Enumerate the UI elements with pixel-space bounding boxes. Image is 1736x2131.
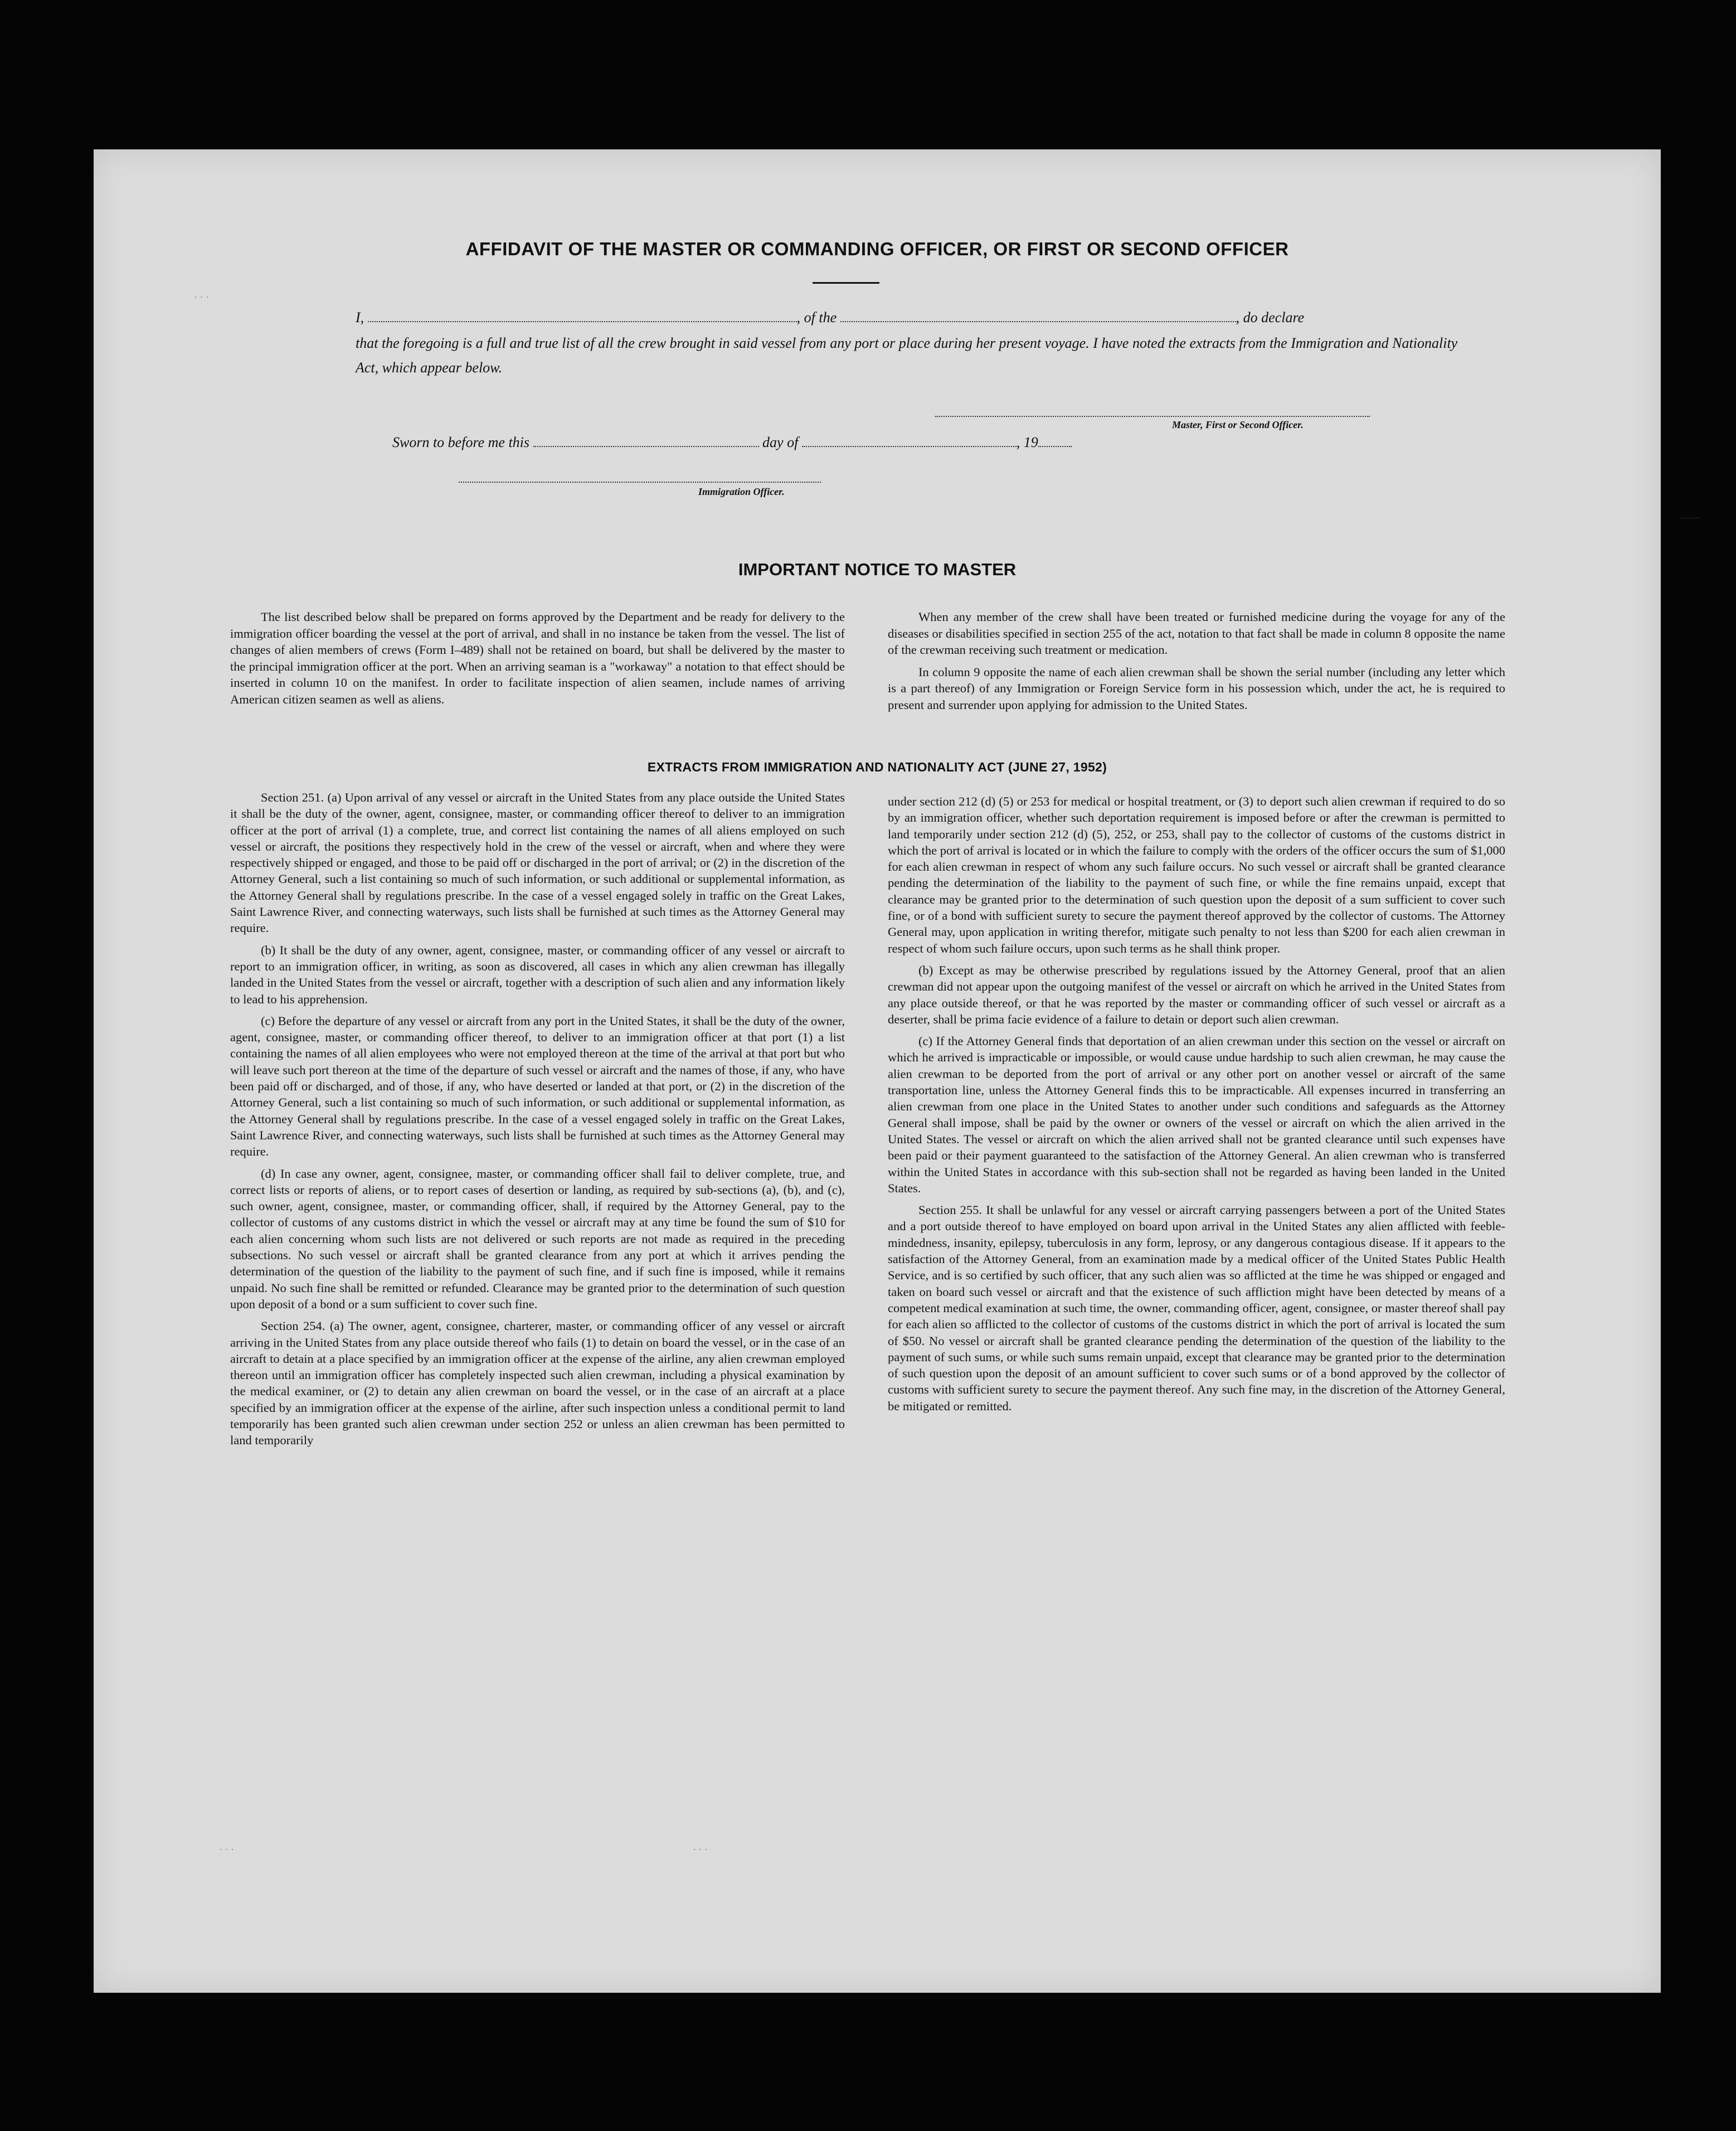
sworn-year-field[interactable] bbox=[1038, 435, 1072, 447]
sworn-line bbox=[392, 430, 1284, 455]
section-255: Section 255. It shall be unlawful for any vessel or aircraft carrying passengers between a port of the United States and a port outside thereof to have employed on board upon arrival in the United States any alien afflicted with feeble-mindedness, insanity, epilepsy, tuberculosis in any form, leprosy, or any dangerous contagious disease. If it appears to the satisfaction of the Attorney General, from an examination made by a medical officer of the United States Public Health Service, and is so certified by such officer, that any such alien was so afflicted at the time he was shipped or engaged and taken on board such vessel or aircraft and that the existence of such affliction might have been detected by means of a competent medical examination at such time, the owner, commanding officer, agent, consignee, or master thereof shall pay for each alien so afflicted to the collector of customs of the customs district in which the port of arrival is located the sum of $50. No vessel or aircraft shall be granted clearance pending the determination of the question of the liability to the payment of such sums, or while such sums remain unpaid, except that clearance may be granted prior to the determination of such question upon the deposit of an amount sufficient to cover such sums or of a bond approved by the collector of customs with sufficient surety to secure the payment thereof. Any such fine may, in the discretion of the Attorney General, be mitigated or remitted. bbox=[888, 1203, 1505, 1413]
vessel-field[interactable] bbox=[840, 310, 1236, 322]
section-254-c: (c) If the Attorney General finds that deportation of an alien crewman under this section on the vessel or aircraft on which he arrived is impracticable or impossible, or would cause undue hardship to such alien crewman, he may cause the alien crewman to be deported from the port of arrival or any other port on another vessel or aircraft of the same transportation line, unless the Attorney General finds this to be impracticable. All expenses incurred in transferring an alien crewman from one place in the United States to another under such conditions and safeguards as the Attorney General shall impose, shall be paid by the owner or owners of the vessel or aircraft on which the alien arrived in the United States. The vessel or aircraft on which the alien arrived shall not be granted clearance until such expenses have been paid or their payment guaranteed to the satisfaction of the Attorney General. An alien crewman who is transferred within the United States in accordance with this sub-section shall not be regarded as having been landed in the United States. bbox=[888, 1034, 1505, 1195]
extracts-title: EXTRACTS FROM IMMIGRATION AND NATIONALITY ACT (JUNE 27, 1952) bbox=[647, 760, 1107, 774]
sworn-prefix: Sworn to before me this bbox=[392, 434, 530, 450]
show-through-mark: · · · bbox=[194, 292, 209, 303]
sworn-year: , 19 bbox=[1016, 434, 1038, 450]
line1-middle: , of the bbox=[796, 309, 837, 326]
section-251-c: (c) Before the departure of any vessel or aircraft from any port in the United States, it shall be the duty of the owner, agent, consignee, master, or commanding officer thereof, to deliver to an immigration officer at that port (1) a list containing the names of all alien employees who were not employed thereon at the time of the arrival at that port but who will leave such port thereon at the time of the departure of such vessel or aircraft and the names of those, if any, who have been paid off or discharged, and of those, if any, who have deserted or landed at that port, or (2) in the discretion of the Attorney General, such a list containing so much of such information, or such additional or supplemental information, as the Attorney General shall by regulations prescribe. In the case of a vessel engaged solely in traffic on the Great Lakes, Saint Lawrence River, and connecting waterways, such lists shall be furnished at such times as the Attorney General may require. bbox=[230, 1013, 845, 1159]
show-through-mark: · · · bbox=[219, 1844, 234, 1855]
notice-left-column bbox=[230, 609, 845, 707]
sworn-day-field[interactable] bbox=[533, 435, 759, 447]
section-254-a: Section 254. (a) The owner, agent, consignee, charterer, master, or commanding officer of any vessel or aircraft arriving in the United States from any place outside thereof who fails (1) to detain on board the vessel, or in the case of an aircraft to detain at a place specified by an immigration officer at the expense of the airline, any alien crewman employed thereon until an immigration officer has completely inspected such alien crewman, including a physical examination by the medical examiner, or (2) to detain any alien crewman on board the vessel, or in the case of an aircraft at a place specified by an immigration officer at the expense of the airline, after such inspection unless a conditional permit to land temporarily has been granted such alien crewman under section 252 or unless an alien crewman has been permitted to land temporarily bbox=[230, 1319, 845, 1448]
master-signature-line[interactable] bbox=[935, 415, 1370, 417]
notice-right-column bbox=[888, 609, 1505, 713]
section-251-b: (b) It shall be the duty of any owner, agent, consignee, master, or commanding officer of any vessel or aircraft to report to an immigration officer, in writing, as soon as discovered, all cases in which any alien crewman has illegally landed in the United States from the vessel or aircraft, together with a description of such alien and any information likely to lead to his apprehension. bbox=[230, 943, 845, 1006]
title-rule bbox=[813, 282, 879, 284]
edge-mark bbox=[1680, 517, 1699, 519]
extracts-left-column bbox=[230, 789, 845, 1449]
notice-paragraph: In column 9 opposite the name of each alien crewman shall be shown the serial number (including any letter which is a part thereof) of any Immigration or Foreign Service form in his possession which, under the act, he is required to present and surrender upon applying for admission to the United States. bbox=[888, 664, 1505, 712]
officer-signature-line[interactable] bbox=[459, 480, 821, 483]
section-251-a: Section 251. (a) Upon arrival of any vessel or aircraft in the United States from any place outside the United States it shall be the duty of the owner, agent, consignee, master, or commanding officer thereof to deliver to an immigration officer at the port of arrival (1) a complete, true, and correct list containing the names of all aliens employed on such vessel or aircraft, the positions they respectively hold in the crew of the vessel or aircraft, when and where they were respectively shipped or engaged, and those to be paid off or discharged in the port of arrival; or (2) in the discretion of the Attorney General, such a list containing so much of such information, or such additional or supplemental information, as the Attorney General shall by regulations prescribe. In the case of a vessel engaged solely in traffic on the Great Lakes, Saint Lawrence River, and connecting waterways, such lists shall be furnished at such times as the Attorney General may require. bbox=[230, 790, 845, 935]
line1-suffix: , do declare bbox=[1236, 309, 1305, 326]
section-254-b: (b) Except as may be otherwise prescribed by regulations issued by the Attorney General, proof that an alien crewman did not appear upon the outgoing manifest of the vessel or aircraft on which he arrived in the United States from any place outside thereof, or that he was reported by the master or commanding officer of such vessel or aircraft as a deserter, shall be prima facie evidence of a failure to detain or deport such alien crewman. bbox=[888, 963, 1505, 1026]
name-field[interactable] bbox=[368, 310, 797, 322]
notice-paragraph: When any member of the crew shall have been treated or furnished medicine during the voyage for any of the diseases or disabilities specified in section 255 of the act, notation to that fact shall be made in column 8 opposite the name of the crewman receiving such treatment or medication. bbox=[888, 610, 1505, 657]
declaration-line bbox=[356, 305, 1465, 330]
affidavit-title: AFFIDAVIT OF THE MASTER OR COMMANDING OFFICER, OR FIRST OR SECOND OFFICER bbox=[465, 239, 1289, 259]
section-251-d: (d) In case any owner, agent, consignee, master, or commanding officer shall fail to deliver complete, true, and correct lists or reports of aliens, or to report cases of desertion or landing, as required by sub-sections (a), (b), and (c), such owner, agent, consignee, master, or commanding officer, shall, if required by the Attorney General, pay to the collector of customs of any customs district in which the vessel or aircraft may at any time be found the sum of $10 for each alien concerning whom such lists are not delivered or such reports are not made as required in the preceding subsections. No such vessel or aircraft shall be granted clearance from any port at which it arrives pending the determination of the question of the liability to the payment of such fine, and if such fine is imposed, while it remains unpaid. No such fine shall be remitted or refunded. Clearance may be granted prior to the determination of such question upon deposit of a bond or a sum sufficient to cover such fine. bbox=[230, 1166, 845, 1311]
document-page bbox=[94, 149, 1661, 1993]
show-through-mark: · · · bbox=[693, 1844, 708, 1855]
sworn-month-field[interactable] bbox=[802, 435, 1017, 447]
declaration-text: that the foregoing is a full and true list of all the crew brought in said vessel from any port or place during her present voyage. I have noted the extracts from the Immigration and Nationality Act, which appear below. bbox=[356, 335, 1458, 376]
officer-caption: Immigration Officer. bbox=[698, 486, 785, 497]
extracts-right-column bbox=[888, 793, 1505, 1414]
line1-prefix: I, bbox=[356, 309, 364, 326]
notice-title: IMPORTANT NOTICE TO MASTER bbox=[738, 560, 1017, 579]
sworn-day-of: day of bbox=[762, 434, 799, 450]
section-254-a-cont: under section 212 (d) (5) or 253 for medical or hospital treatment, or (3) to deport such alien crewman if required to do so by an immigration officer, whether such deportation requirement is imposed before or after the crewman is permitted to land temporarily under section 212 (d) (5), 252, or 253, shall pay to the collector of customs of the customs district in which the port of arrival is located or in which the failure to comply with the orders of the officer occurs the sum of $1,000 for each alien crewman in respect of whom any such failure occurs. No such vessel or aircraft shall be granted clearance pending the determination of the liability to the payment of such fine, or while the fine remains unpaid, except that clearance may be granted prior to the determination of such question upon the deposit of a sum sufficient to cover such fine, or of a bond with sufficient surety to secure the payment thereof approved by the collector of customs. The Attorney General may, upon application in writing therefor, mitigate such penalty to not less than $200 for each alien crewman in respect of whom such failure occurs, upon such terms as he shall think proper. bbox=[888, 794, 1505, 955]
master-caption: Master, First or Second Officer. bbox=[1172, 419, 1304, 430]
notice-paragraph: The list described below shall be prepared on forms approved by the Department and be ready for delivery to the immigration officer boarding the vessel at the port of arrival, and shall in no instance be taken from the vessel. The list of changes of alien members of crews (Form I–489) shall not be retained on board, but shall be delivered by the master to the principal immigration officer at the port. When an arriving seaman is a "workaway" a notation to that effect should be inserted in column 10 on the manifest. In order to facilitate inspection of alien seamen, include names of arriving American citizen seamen as well as aliens. bbox=[230, 610, 845, 706]
